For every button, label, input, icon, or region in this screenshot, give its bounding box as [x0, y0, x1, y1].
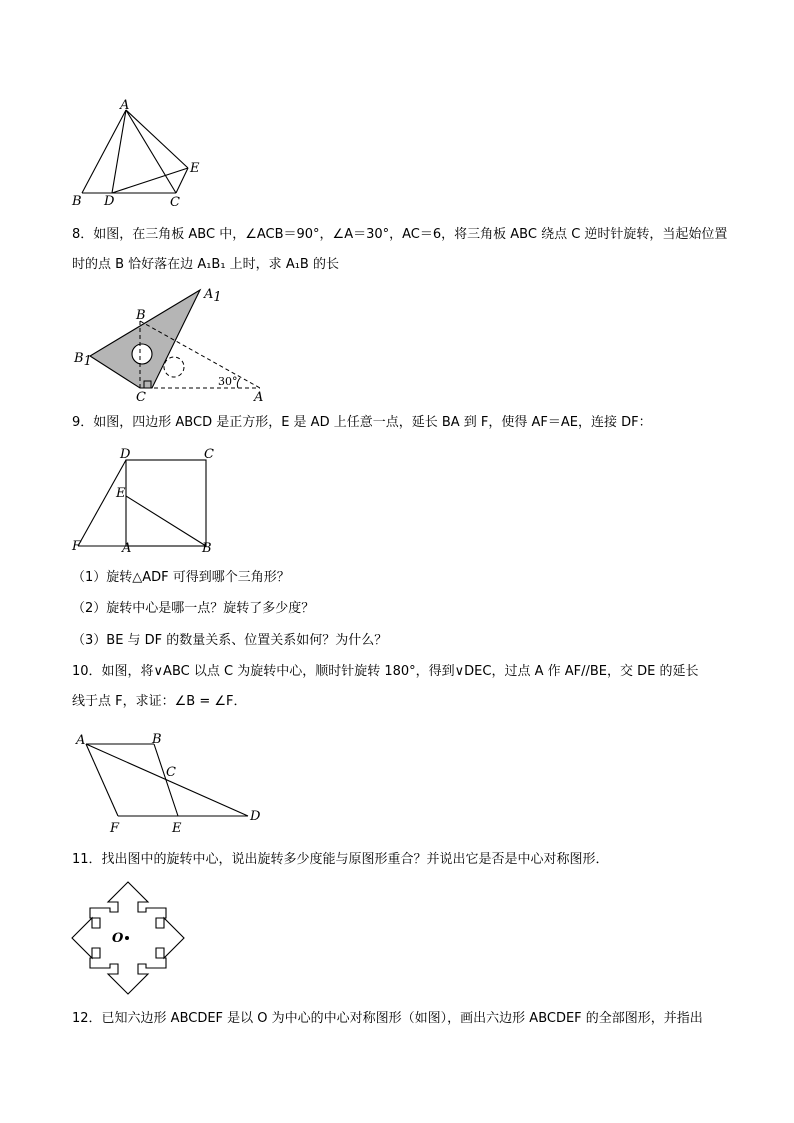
label-A: A: [254, 390, 264, 402]
figure-q9: [66, 444, 226, 558]
label-A: A: [120, 98, 130, 113]
label-D: D: [104, 194, 115, 209]
q10-text-line2: 线于点 F，求证：∠B = ∠F．: [72, 694, 247, 709]
label-C: C: [204, 447, 214, 462]
label-C: C: [166, 765, 176, 780]
label-E: E: [190, 161, 200, 176]
label-D: D: [120, 447, 131, 462]
figure-q11: [70, 880, 186, 996]
q9-sub3: （3）BE 与 DF 的数量关系、位置关系如何？为什么？: [72, 633, 388, 648]
label-D: D: [250, 809, 261, 824]
label-F: F: [72, 539, 82, 554]
label-C: C: [136, 390, 146, 402]
label-E: E: [116, 486, 126, 501]
label-A: A: [122, 541, 132, 556]
figure-q8: [70, 284, 270, 402]
label-B: B: [136, 308, 146, 323]
label-B1: B1: [74, 351, 92, 369]
q10-text-line1: 10．如图，将∨ABC 以点 C 为旋转中心，顺时针旋转 180°，得到∨DEC，过点 A 作 AF//BE，交 DE 的延长: [72, 664, 699, 679]
label-C: C: [170, 195, 180, 210]
label-B: B: [152, 732, 162, 747]
figure-q10: [70, 726, 270, 838]
label-E: E: [172, 821, 182, 836]
label-B: B: [202, 541, 212, 556]
q8-text-line2: 时的点 B 恰好落在边 A₁B₁ 上时，求 A₁B 的长: [72, 257, 339, 272]
q9-sub2: （2）旋转中心是哪一点？旋转了多少度？: [72, 601, 315, 616]
label-angle-30: 30°: [218, 375, 238, 388]
q8-text-line1: 8．如图，在三角板 ABC 中，∠ACB＝90°，∠A＝30°，AC＝6，将三角板 ABC 绕点 C 逆时针旋转，当起始位置: [72, 227, 728, 242]
figure-q7: [66, 98, 216, 210]
label-A1: A1: [204, 287, 222, 305]
q9-sub1: （1）旋转△ADF 可得到哪个三角形？: [72, 570, 290, 585]
label-F: F: [110, 821, 120, 836]
label-O: O: [112, 931, 124, 946]
label-A: A: [76, 733, 86, 748]
q11-text-line1: 11．找出图中的旋转中心，说出旋转多少度能与原图形重合？并说出它是否是中心对称图形．: [72, 852, 609, 867]
q12-text-line1: 12．已知六边形 ABCDEF 是以 O 为中心的中心对称图形（如图），画出六边形 ABCDEF 的全部图形，并指出: [72, 1011, 703, 1026]
q9-text-line1: 9．如图，四边形 ABCD 是正方形，E 是 AD 上任意一点，延长 BA 到 F，使得 AF＝AE，连接 DF：: [72, 415, 652, 430]
label-B: B: [72, 194, 82, 209]
